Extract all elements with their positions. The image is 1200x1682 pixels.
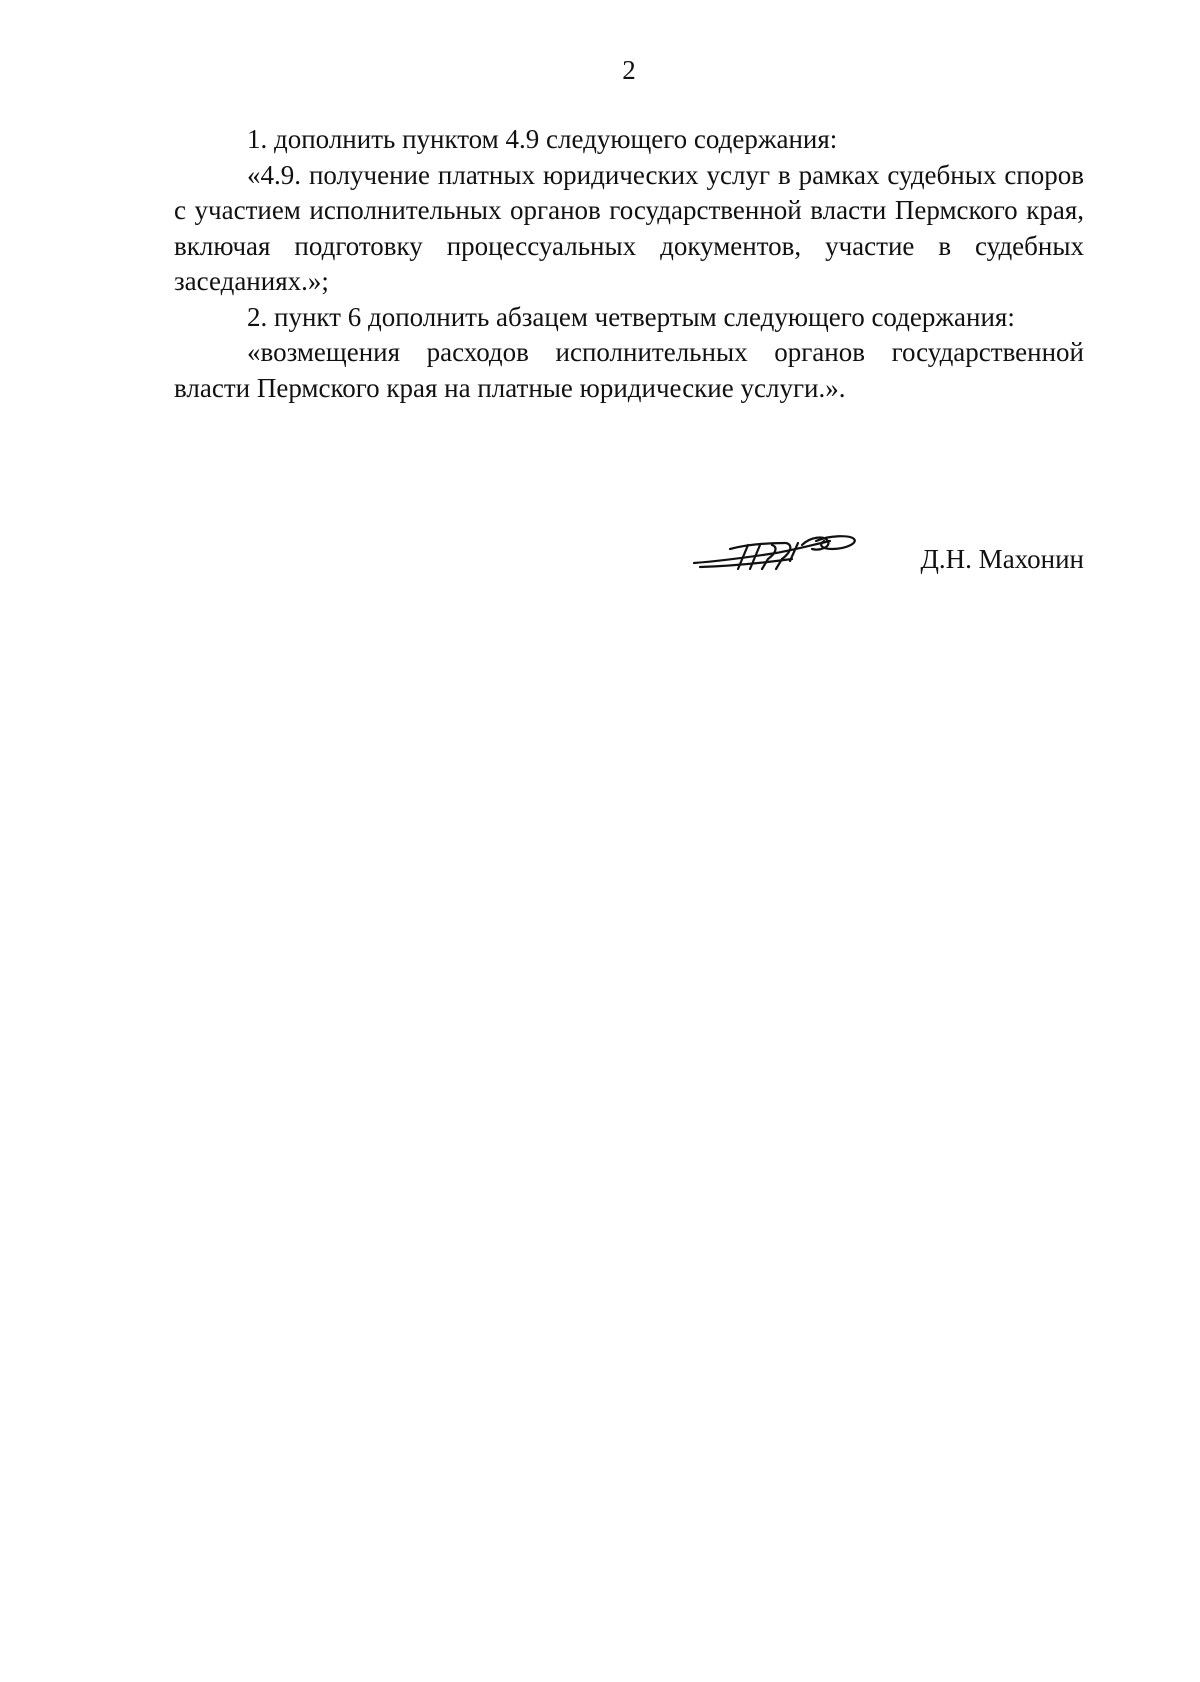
signer-name: Д.Н. Махонин [920, 544, 1084, 574]
paragraph-1: 1. дополнить пунктом 4.9 следующего содержания: [247, 124, 838, 154]
paragraph-2: «4.9. получение платных юридических услуг в рамках судебных споров с участием исполнительных органов государственной власти Пермского края, включая подготовку процессуальных документов, участие в судебных заседаниях.»; [174, 159, 1084, 296]
document-body [174, 122, 1084, 406]
page-number: 2 [622, 55, 636, 85]
paragraph-4: «возмещения расходов исполнительных органов государственной власти Пермского края на платные юридические услуги.». [174, 337, 1084, 403]
handwritten-signature [690, 531, 860, 575]
paragraph-3: 2. пункт 6 дополнить абзацем четвертым следующего содержания: [247, 301, 1015, 332]
signature-block [690, 525, 1084, 585]
